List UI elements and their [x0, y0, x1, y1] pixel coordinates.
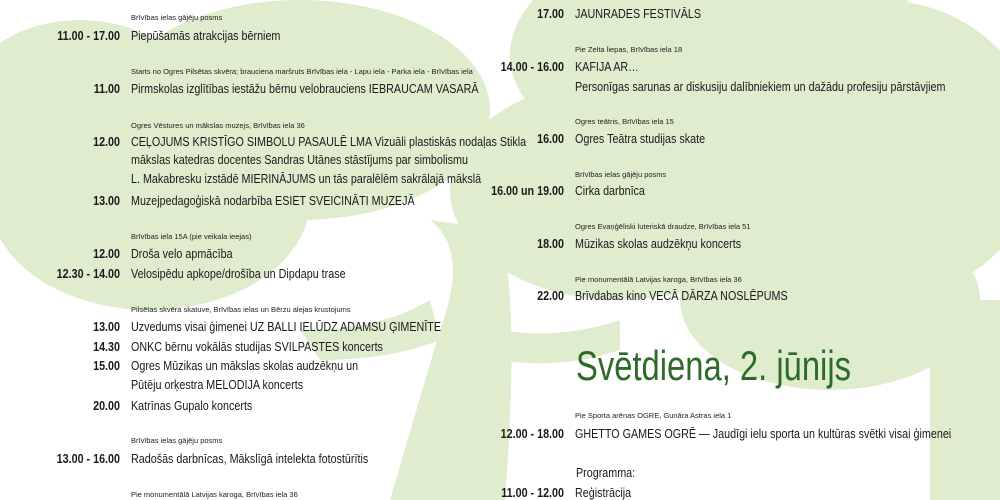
event-description: CEĻOJUMS KRISTĪGO SIMBOLU PASAULĒ LMA Vizuāli plastiskās nodaļas Stikla: [131, 135, 527, 149]
event-time: 11.00 - 12.00: [501, 486, 564, 500]
event-time: 11.00: [93, 82, 120, 96]
event-description: Ogres Teātra studijas skate: [575, 132, 706, 146]
event-description: Pirmskolas izglītības iestāžu bērnu velobrauciens IEBRAUCAM VASARĀ: [131, 82, 479, 96]
location-label: Ogres teātris, Brīvības iela 15: [575, 117, 674, 126]
event-time: 18.00: [537, 237, 564, 251]
event-time: 11.00 - 17.00: [57, 29, 120, 43]
event-time: 22.00: [537, 289, 564, 303]
event-description: Radošās darbnīcas, Mākslīgā intelekta fotostūrītis: [131, 452, 369, 466]
location-label: Starts no Ogres Pilsētas skvēra; brauciena maršruts Brīvības iela - Lapu iela - Parka iela - Brīvības iela: [131, 67, 473, 76]
location-label: Pie Zelta liepas, Brīvības iela 18: [575, 45, 683, 54]
event-description: Katrīnas Gupalo koncerts: [131, 399, 253, 413]
event-description: Muzejpedagoģiskā nodarbība ESIET SVEICINĀTI MUZEJĀ: [131, 194, 415, 208]
event-time: 17.00: [537, 7, 564, 21]
event-description: mākslas katedras docentes Sandras Utānes stāstījums par simbolismu: [131, 153, 468, 167]
event-description: GHETTO GAMES OGRĒ — Jaudīgi ielu sporta un kultūras svētki visai ģimenei: [575, 427, 952, 441]
event-description: Velosipēdu apkope/drošība un Dipdapu trase: [131, 267, 346, 281]
event-time: 13.00: [93, 320, 120, 334]
event-time: 12.00: [93, 135, 120, 149]
event-description: Uzvedums visai ģimenei UZ BALLI IELŪDZ ADAMSU ĢIMENĪTE: [131, 320, 442, 334]
event-time: 16.00 un 19.00: [491, 184, 564, 198]
event-time: 16.00: [537, 132, 564, 146]
location-label: Brīvības iela 15A (pie veikala ieejas): [131, 232, 252, 241]
location-label: Brīvības ielas gājēju posms: [131, 13, 223, 22]
event-description: Mūzikas skolas audzēkņu koncerts: [575, 237, 742, 251]
event-time: 14.00 - 16.00: [500, 60, 564, 74]
location-label: Ogres Evaņģēliski luteriskā draudze, Brīvības iela 51: [575, 222, 751, 231]
event-description: KAFIJA AR…: [575, 60, 639, 74]
event-description: Droša velo apmācība: [131, 247, 233, 261]
event-time: 12.00: [93, 247, 120, 261]
event-time: 12.00 - 18.00: [500, 427, 564, 441]
event-description: Reģistrācija: [575, 486, 632, 500]
day-title: Svētdiena, 2. jūnijs: [576, 342, 851, 389]
event-time: 13.00: [93, 194, 120, 208]
event-description: Piepūšamās atrakcijas bērniem: [131, 29, 281, 43]
event-time: 20.00: [93, 399, 120, 413]
location-label: Brīvības ielas gājēju posms: [131, 436, 223, 445]
location-label: Pie Sporta arēnas OGRE, Gunāra Astras iela 1: [575, 411, 732, 420]
event-description: Personīgas sarunas ar diskusiju dalībniekiem un dažādu profesiju pārstāvjiem: [575, 80, 946, 94]
event-time: 12.30 - 14.00: [56, 267, 120, 281]
event-time: 15.00: [93, 359, 120, 373]
programme-label: Programma:: [576, 466, 636, 480]
event-description: Ogres Mūzikas un mākslas skolas audzēkņu un: [131, 359, 359, 373]
location-label: Pilsētas skvēra skatuve, Brīvības ielas un Bērzu alejas krustojums: [131, 305, 351, 314]
event-description: Pūtēju orķestra MELODIJA koncerts: [131, 378, 304, 392]
event-time: 13.00 - 16.00: [56, 452, 120, 466]
location-label: Pie monumentālā Latvijas karoga, Brīvības iela 36: [575, 275, 742, 284]
event-description: Brīvdabas kino VECĀ DĀRZA NOSLĒPUMS: [575, 289, 788, 303]
event-description: Cirka darbnīca: [575, 184, 645, 198]
location-label: Ogres Vēstures un mākslas muzejs, Brīvības iela 36: [131, 121, 305, 130]
event-description: ONKC bērnu vokālās studijas SVILPASTES koncerts: [131, 340, 383, 354]
event-description: L. Makabresku izstādē MIERINĀJUMS un tās paralēlēm sakrālajā mākslā: [131, 172, 482, 186]
event-description: JAUNRADES FESTIVĀLS: [575, 7, 702, 21]
location-label: Brīvības ielas gājēju posms: [575, 170, 667, 179]
location-label: Pie monumentālā Latvijas karoga, Brīvības iela 36: [131, 490, 298, 499]
event-time: 14.30: [93, 340, 120, 354]
